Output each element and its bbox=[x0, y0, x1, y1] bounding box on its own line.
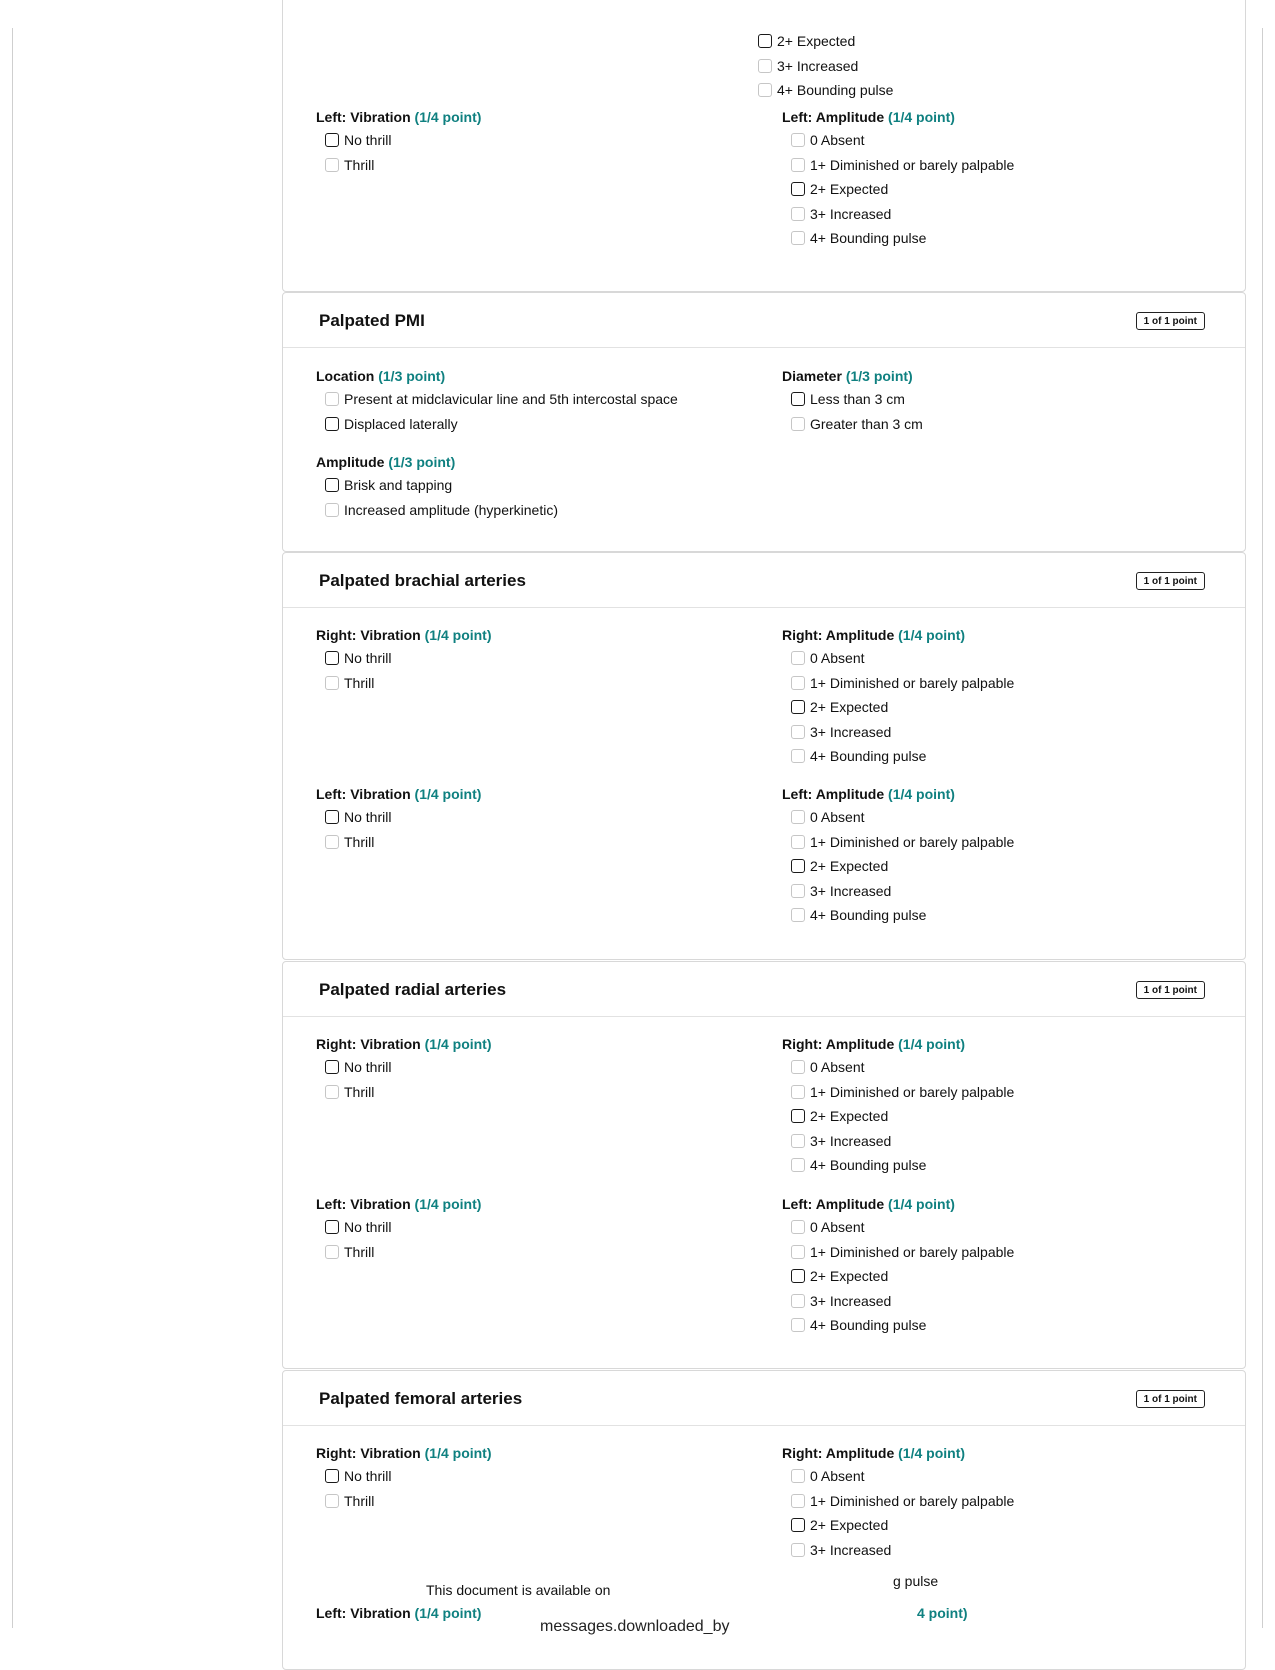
checkbox[interactable] bbox=[325, 133, 339, 147]
checkbox[interactable] bbox=[791, 1158, 805, 1172]
checkbox-option[interactable]: Thrill bbox=[316, 671, 492, 696]
checkbox[interactable] bbox=[791, 1543, 805, 1557]
checkbox[interactable] bbox=[791, 133, 805, 147]
card-palpated-radial-arteries bbox=[282, 961, 1246, 1369]
checkbox-option[interactable]: 1+ Diminished or barely palpable bbox=[782, 1489, 1014, 1514]
checkbox[interactable] bbox=[791, 1518, 805, 1532]
checkbox[interactable] bbox=[758, 83, 772, 97]
checkbox-option[interactable]: Thrill bbox=[316, 1080, 492, 1105]
checkbox-option[interactable]: Thrill bbox=[316, 153, 481, 178]
checkbox[interactable] bbox=[325, 1060, 339, 1074]
group-points: (1/4 point) bbox=[888, 1196, 955, 1212]
checkbox[interactable] bbox=[325, 1245, 339, 1259]
group-amplitude bbox=[316, 451, 558, 522]
card-palpated-brachial-arteries bbox=[282, 552, 1246, 960]
checkbox-option[interactable]: 3+ Increased bbox=[782, 1538, 1014, 1563]
checkbox-option[interactable]: No thrill bbox=[316, 1464, 492, 1489]
group-label: Diameter bbox=[782, 368, 842, 384]
score-badge: 1 of 1 point bbox=[1136, 981, 1205, 999]
group-points: (1/3 point) bbox=[378, 368, 446, 384]
checkbox[interactable] bbox=[325, 1494, 339, 1508]
group-right-vibration bbox=[316, 1033, 492, 1104]
checkbox[interactable] bbox=[791, 884, 805, 898]
checkbox[interactable] bbox=[325, 651, 339, 665]
checkbox-option[interactable]: 3+ Increased bbox=[749, 54, 893, 79]
checkbox[interactable] bbox=[325, 417, 339, 431]
group-label: Right: Vibration bbox=[316, 1036, 421, 1052]
availability-notice: This document is available on bbox=[426, 1582, 611, 1598]
checkbox-option[interactable]: Brisk and tapping bbox=[316, 473, 558, 498]
checkbox[interactable] bbox=[325, 503, 339, 517]
checkbox-option[interactable]: 0 Absent bbox=[782, 646, 1014, 671]
checkbox-option[interactable]: 4+ Bounding pulse bbox=[782, 1153, 1014, 1178]
checkbox[interactable] bbox=[325, 835, 339, 849]
score-badge: 1 of 1 point bbox=[1136, 1390, 1205, 1408]
checkbox-option[interactable]: 1+ Diminished or barely palpable bbox=[782, 1240, 1014, 1265]
checkbox-option[interactable]: 0 Absent bbox=[782, 805, 1014, 830]
group-left-vibration bbox=[316, 106, 481, 177]
checkbox-option[interactable]: 4+ Bounding pulse bbox=[782, 903, 1014, 928]
checkbox[interactable] bbox=[791, 392, 805, 406]
checkbox-option[interactable]: 2+ Expected bbox=[782, 1264, 1014, 1289]
group-label: Left: Amplitude bbox=[782, 786, 885, 802]
checkbox-option[interactable]: No thrill bbox=[316, 805, 481, 830]
checkbox-option[interactable]: 3+ Increased bbox=[782, 720, 1014, 745]
checkbox-option[interactable]: No thrill bbox=[316, 1055, 492, 1080]
checkbox-option[interactable]: 4+ Bounding pulse bbox=[782, 744, 1014, 769]
group-left-amplitude bbox=[782, 783, 1014, 928]
partial-right-amplitude-tail bbox=[749, 29, 893, 103]
page-border-right bbox=[1262, 28, 1263, 1628]
checkbox-option[interactable]: Thrill bbox=[316, 1240, 481, 1265]
checkbox[interactable] bbox=[791, 725, 805, 739]
group-points: (1/3 point) bbox=[845, 368, 913, 384]
group-points: (1/4 point) bbox=[898, 627, 966, 643]
checkbox[interactable] bbox=[791, 417, 805, 431]
checkbox-option[interactable]: 4+ Bounding pulse bbox=[749, 78, 893, 103]
checkbox-option[interactable]: No thrill bbox=[316, 1215, 481, 1240]
checkbox-option[interactable]: 3+ Increased bbox=[782, 1289, 1014, 1314]
checkbox[interactable] bbox=[791, 1269, 805, 1283]
group-label: Left: Amplitude bbox=[782, 1196, 885, 1212]
card-title: Palpated PMI bbox=[319, 311, 425, 330]
group-right-amplitude bbox=[782, 1442, 1014, 1562]
checkbox-option[interactable]: 3+ Increased bbox=[782, 1129, 1014, 1154]
checkbox[interactable] bbox=[791, 859, 805, 873]
group-left-amplitude bbox=[782, 1193, 1014, 1338]
group-label: Right: Vibration bbox=[316, 627, 421, 643]
group-label: Left: Vibration bbox=[316, 109, 411, 125]
checkbox[interactable] bbox=[791, 1318, 805, 1332]
cut-off-text: g pulse bbox=[893, 1573, 939, 1589]
group-right-vibration bbox=[316, 624, 492, 695]
checkbox[interactable] bbox=[791, 700, 805, 714]
group-label: Right: Amplitude bbox=[782, 1445, 895, 1461]
group-label: Right: Amplitude bbox=[782, 1036, 895, 1052]
checkbox-option[interactable]: Less than 3 cm bbox=[782, 387, 923, 412]
card-header bbox=[283, 293, 1245, 348]
checkbox[interactable] bbox=[791, 1294, 805, 1308]
checkbox[interactable] bbox=[325, 478, 339, 492]
checkbox-option[interactable]: 2+ Expected bbox=[782, 1104, 1014, 1129]
checkbox[interactable] bbox=[791, 158, 805, 172]
cut-off-points: 4 point) bbox=[917, 1605, 968, 1621]
checkbox-option[interactable]: No thrill bbox=[316, 128, 481, 153]
checkbox-option[interactable]: 1+ Diminished or barely palpable bbox=[782, 671, 1014, 696]
group-points: (1/4 point) bbox=[888, 109, 955, 125]
checkbox-option[interactable]: 0 Absent bbox=[782, 1215, 1014, 1240]
group-label: Right: Vibration bbox=[316, 1445, 421, 1461]
group-diameter bbox=[782, 365, 923, 436]
checkbox[interactable] bbox=[791, 1134, 805, 1148]
checkbox-option[interactable]: Present at midclavicular line and 5th intercostal space bbox=[316, 387, 678, 412]
checkbox[interactable] bbox=[791, 908, 805, 922]
checkbox-option[interactable]: 3+ Increased bbox=[782, 879, 1014, 904]
card-palpated-femoral-arteries bbox=[282, 1370, 1246, 1670]
group-left-vibration bbox=[316, 1193, 481, 1264]
card-header bbox=[283, 553, 1245, 608]
checkbox[interactable] bbox=[791, 749, 805, 763]
checkbox[interactable] bbox=[791, 810, 805, 824]
checkbox-option[interactable]: 4+ Bounding pulse bbox=[782, 226, 1014, 251]
checkbox-option[interactable]: Thrill bbox=[316, 1489, 492, 1514]
checkbox-option[interactable]: 2+ Expected bbox=[782, 695, 1014, 720]
checkbox-option[interactable]: 0 Absent bbox=[782, 128, 1014, 153]
checkbox[interactable] bbox=[791, 676, 805, 690]
group-left-amplitude bbox=[782, 106, 1014, 251]
checkbox-option[interactable]: Displaced laterally bbox=[316, 412, 678, 437]
checkbox-option[interactable]: 1+ Diminished or barely palpable bbox=[782, 830, 1014, 855]
checkbox-option[interactable]: 0 Absent bbox=[782, 1464, 1014, 1489]
group-points: (1/4 point) bbox=[424, 1445, 492, 1461]
checkbox-option[interactable]: 2+ Expected bbox=[782, 177, 1014, 202]
card-title: Palpated femoral arteries bbox=[319, 1389, 523, 1408]
group-label: Right: Amplitude bbox=[782, 627, 895, 643]
checkbox-option[interactable]: 3+ Increased bbox=[782, 202, 1014, 227]
checkbox[interactable] bbox=[791, 1060, 805, 1074]
checkbox[interactable] bbox=[791, 1085, 805, 1099]
group-points: (1/4 point) bbox=[414, 1605, 482, 1621]
group-left-vibration bbox=[316, 783, 481, 854]
checkbox[interactable] bbox=[758, 59, 772, 73]
checkbox[interactable] bbox=[325, 1085, 339, 1099]
checkbox-option[interactable]: 1+ Diminished or barely palpable bbox=[782, 1080, 1014, 1105]
checkbox-option[interactable]: Greater than 3 cm bbox=[782, 412, 923, 437]
page-border-left bbox=[12, 28, 13, 1628]
group-right-vibration bbox=[316, 1442, 492, 1513]
score-badge: 1 of 1 point bbox=[1136, 312, 1205, 330]
checkbox-option[interactable]: 4+ Bounding pulse bbox=[782, 1313, 1014, 1338]
group-points: (1/4 point) bbox=[414, 109, 482, 125]
checkbox[interactable] bbox=[791, 651, 805, 665]
checkbox-option[interactable]: 2+ Expected bbox=[749, 29, 893, 54]
checkbox[interactable] bbox=[758, 34, 772, 48]
group-location bbox=[316, 365, 678, 436]
group-label: Left: Vibration bbox=[316, 1605, 411, 1621]
checkbox[interactable] bbox=[325, 810, 339, 824]
group-points: (1/4 point) bbox=[888, 786, 955, 802]
group-points: (1/4 point) bbox=[414, 1196, 482, 1212]
group-label: Left: Amplitude bbox=[782, 109, 885, 125]
checkbox[interactable] bbox=[791, 207, 805, 221]
checkbox-option[interactable]: 2+ Expected bbox=[782, 1513, 1014, 1538]
group-points: (1/4 point) bbox=[898, 1036, 966, 1052]
checkbox[interactable] bbox=[791, 182, 805, 196]
checkbox[interactable] bbox=[325, 158, 339, 172]
group-label: Left: Vibration bbox=[316, 1196, 411, 1212]
checkbox[interactable] bbox=[325, 1220, 339, 1234]
checkbox[interactable] bbox=[791, 1109, 805, 1123]
group-label: Location bbox=[316, 368, 375, 384]
card-header bbox=[283, 1371, 1245, 1426]
checkbox-option[interactable]: No thrill bbox=[316, 646, 492, 671]
checkbox-option[interactable]: 2+ Expected bbox=[782, 854, 1014, 879]
group-points: (1/4 point) bbox=[898, 1445, 966, 1461]
checkbox-option[interactable]: Increased amplitude (hyperkinetic) bbox=[316, 498, 558, 523]
checkbox[interactable] bbox=[325, 392, 339, 406]
group-points: (1/4 point) bbox=[414, 786, 482, 802]
card-header bbox=[283, 962, 1245, 1017]
checkbox-option[interactable]: 0 Absent bbox=[782, 1055, 1014, 1080]
checkbox[interactable] bbox=[325, 676, 339, 690]
checkbox[interactable] bbox=[791, 1494, 805, 1508]
group-points: (1/4 point) bbox=[424, 1036, 492, 1052]
checkbox[interactable] bbox=[791, 835, 805, 849]
checkbox[interactable] bbox=[791, 1245, 805, 1259]
checkbox[interactable] bbox=[791, 1469, 805, 1483]
checkbox[interactable] bbox=[791, 1220, 805, 1234]
downloaded-by-footer: messages.downloaded_by bbox=[540, 1618, 730, 1635]
score-badge: 1 of 1 point bbox=[1136, 572, 1205, 590]
card-title: Palpated brachial arteries bbox=[319, 571, 526, 590]
group-points: (1/3 point) bbox=[388, 454, 456, 470]
group-right-amplitude bbox=[782, 1033, 1014, 1178]
group-left-vibration-label-only bbox=[316, 1602, 481, 1624]
checkbox[interactable] bbox=[791, 231, 805, 245]
card-palpated-pmi bbox=[282, 292, 1246, 552]
group-points: (1/4 point) bbox=[424, 627, 492, 643]
card-title: Palpated radial arteries bbox=[319, 980, 507, 999]
group-label: Left: Vibration bbox=[316, 786, 411, 802]
checkbox-option[interactable]: 1+ Diminished or barely palpable bbox=[782, 153, 1014, 178]
checkbox[interactable] bbox=[325, 1469, 339, 1483]
card-top-partial bbox=[282, 0, 1246, 292]
checkbox-option[interactable]: Thrill bbox=[316, 830, 481, 855]
group-label: Amplitude bbox=[316, 454, 385, 470]
group-right-amplitude bbox=[782, 624, 1014, 769]
